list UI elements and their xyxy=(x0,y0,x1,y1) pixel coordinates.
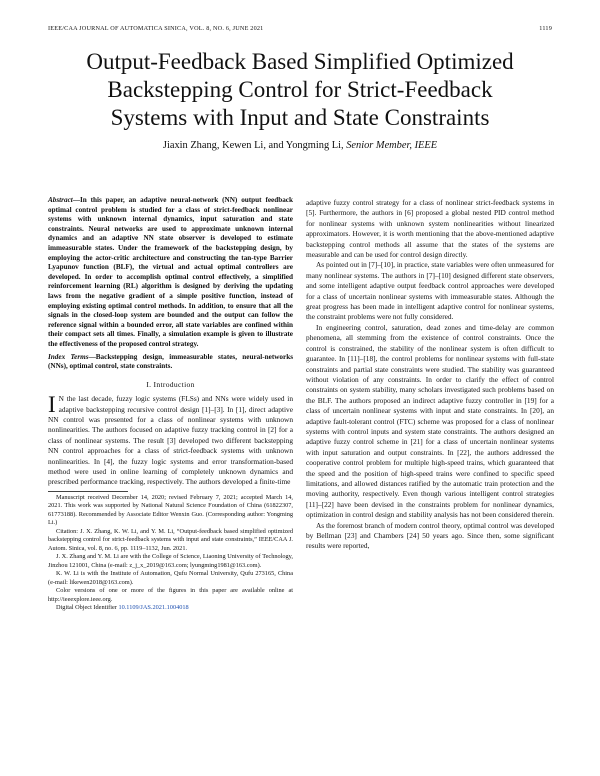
abstract-text: —In this paper, an adaptive neural-network (NN) output feedback optimal control problem is studied for a class of strict-feedback nonlinear systems with unknown internal dynamics, input saturation and state constraints. Neural networks are used to approximate unknown internal dynamics and an adaptive NN state observer is developed to estimate immeasurable states. Under the framework of the backstepping design, by employing the actor-critic architecture and constructing the tan-type Barrier Lyapunov function (BLF), the virtual and actual optimal controllers are developed. In order to accomplish optimal control effectively, a simplified reinforcement learning (RL) algorithm is designed by deriving the updating laws from the negative gradient of a simple positive function, instead of employing existing optimal control methods. In addition, to ensure that all the signals in the closed-loop system are bounded and the output can follow the reference signal within a bounded error, all state variables are confined within their compact sets all times. Finally, a simulation example is given to illustrate the effectiveness of the proposed control strategy. xyxy=(48,196,293,348)
footnote-divider xyxy=(48,491,128,492)
journal-header: IEEE/CAA JOURNAL OF AUTOMATICA SINICA, VOL. 8, NO. 6, JUNE 2021 xyxy=(48,25,264,32)
title-line: Backstepping Control for Strict-Feedback xyxy=(107,77,493,102)
right-column xyxy=(306,198,554,552)
abstract xyxy=(48,196,293,350)
doi-link[interactable]: 10.1109/JAS.2021.1004018 xyxy=(118,604,189,612)
page-number: 1119 xyxy=(539,25,552,32)
footnote: Manuscript received December 14, 2020; revised February 7, 2021; accepted March 14, 2021. This work was supported by National Natural Science Foundation of China (61822307, 61773188). Recommended by Associate Editor Wenxin Guo. (Corresponding author: Yongming Li.) xyxy=(48,493,293,527)
index-terms xyxy=(48,353,293,372)
abstract-label: Abstract xyxy=(48,196,73,204)
body-paragraph: In engineering control, saturation, dead zones and time-delay are common phenomena, all stemming from the existence of control constraints. Once the control is constrained, the stability of the nonlinear system is often difficult to guarantee. In [11]–[18], the control problems for nonlinear systems with full-state constraints and partial state constraints were studied. The stability was guaranteed without violation of any constraints. In order to clarify the effect of control constraints on system stability, many scholars investigated such problems based on the BLF. The authors proposed an indirect adaptive fuzzy controller in [19] for a class of uncertain nonlinear systems with input and state constraints. In [20], an adaptive fault-tolerant control (FTC) scheme was proposed for a class of nonlinear systems with control inputs and system state constraints. The authors designed an adaptive fuzzy control scheme in [21] for a class of uncertain nonlinear systems with input saturation and output constraints. In [22], the authors addressed the cooperative control problem for multiple high-speed trains, which guaranteed that the speed and the position of high-speed trains were confined to specific speed limitations, and allowed distances ratified by the automatic train protection and the moving authority, respectively. Even though various intelligent control strategies [11]–[22] have been devised in the constraints problem for nonlinear dynamics, optimization in control design and stability analysis has not been considered therein. xyxy=(306,322,554,520)
title-line: Systems with Input and State Constraints xyxy=(110,105,490,130)
running-header xyxy=(48,25,552,32)
intro-text: N the last decade, fuzzy logic systems (FLSs) and NNs were widely used in adaptive backstepping recursive control design [1]–[3]. In [1], direct adaptive NN control was presented for a class of nonlinear systems with unknown nonlinearities. The authors focused on adaptive fuzzy tracking control in [2] for a class of nonlinear systems. The result [3] developed two different backstepping NN control approaches for a class of strict-feedback systems with unknown nonlinearities. In [4], the fuzzy logic systems and error transformation-based method were used in online learning of completely unknown dynamics and prescribed performance tracking, respectively. The authors developed a finite-time xyxy=(48,394,293,487)
drop-cap: I xyxy=(48,392,56,418)
paper-title xyxy=(40,48,560,132)
footnotes xyxy=(48,494,293,613)
author-membership: Senior Member, IEEE xyxy=(346,140,438,151)
footnote: Citation: J. X. Zhang, K. W. Li, and Y. M. Li, “Output-feedback based simplified optimized backstepping control for strict-feedback systems with input and state constraints,” IEEE/CAA J. Autom. Sinica, vol. 8, no. 6, pp. 1119–1132, Jun. 2021. xyxy=(48,527,293,552)
index-terms-label: Index Terms xyxy=(48,352,89,361)
section-heading: I. Introduction xyxy=(146,379,195,389)
intro-paragraph xyxy=(48,394,293,488)
author-names: Jiaxin Zhang, Kewen Li, and Yongming Li, xyxy=(162,140,344,151)
body-paragraph: As pointed out in [7]–[10], in practice, state variables were often unmeasured for many nonlinear systems. The authors in [7]–[10] designed different state observers, and some intelligent adaptive output feedback control approaches were developed for a class of uncertain nonlinear systems with immeasurable states. Although the great progress has been made in intelligent adaptive control for nonlinear systems, the constraint problems were not fully considered. xyxy=(306,260,554,322)
doi-label: Digital Object Identifier xyxy=(56,604,117,612)
author-line xyxy=(40,140,560,151)
body-paragraph: adaptive fuzzy control strategy for a class of nonlinear strict-feedback systems in [5]. Furthermore, the authors in [6] proposed a global nested PID control method for nonlinear systems with unknown system nonlinearities without linearized approximators. However, it is worth mentioning that the above-mentioned adaptive backstepping control methods all assume that the states of the systems are measurable and can be used for control design directly. xyxy=(306,198,554,260)
left-column xyxy=(48,196,293,613)
doi-line xyxy=(48,604,293,613)
footnote: K. W. Li is with the Institute of Automation, Qufu Normal University, Qufu 273165, China (e-mail: likewen2018@163.com). xyxy=(48,570,293,586)
index-terms-text: —Backstepping design, immeasurable states, neural-networks (NNs), optimal control, state constraints. xyxy=(48,352,293,371)
footnote: Color versions of one or more of the figures in this paper are available online at http://ieeexplore.ieee.org. xyxy=(48,587,293,603)
body-paragraph: As the foremost branch of modern control theory, optimal control was developed by Bellman [23] and Chambers [24] 50 years ago. Since then, some significant results were reported, xyxy=(306,520,554,551)
footnote: J. X. Zhang and Y. M. Li are with the College of Science, Liaoning University of Technology, Jinzhou 121001, China (e-mail: z_j_x_2019@163.com; lyungming1981@163.com). xyxy=(48,553,293,569)
title-line: Output-Feedback Based Simplified Optimized xyxy=(86,49,514,74)
